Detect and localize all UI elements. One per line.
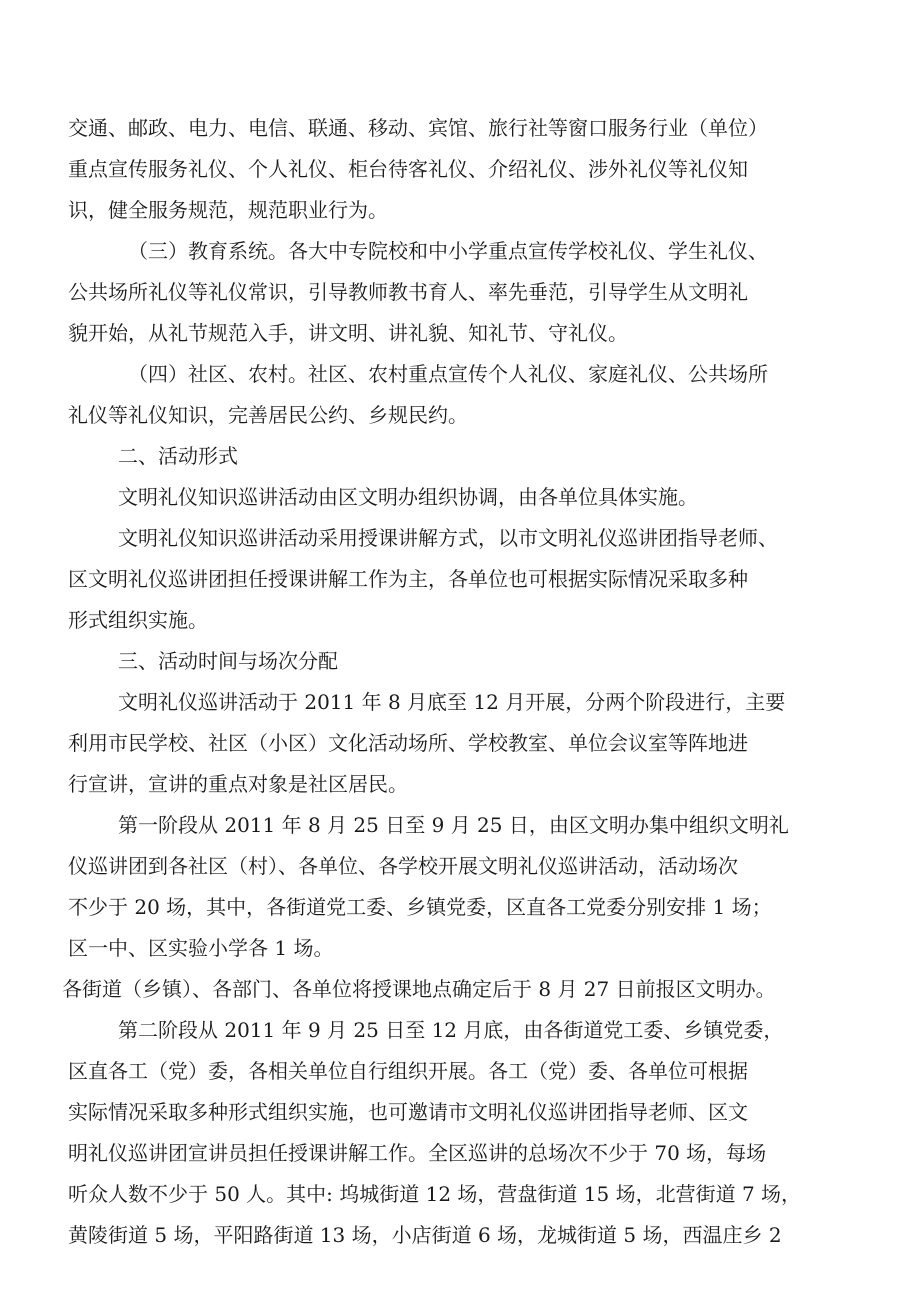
- text-line: 形式组织实施。: [68, 608, 208, 632]
- text-line: 文明礼仪巡讲活动于 2011 年 8 月底至 12 月开展，分两个阶段进行，主要: [118, 690, 786, 714]
- text-line: 明礼仪巡讲团宣讲员担任授课讲解工作。全区巡讲的总场次不少于 70 场，每场: [68, 1141, 767, 1165]
- text-line: 识，健全服务规范，规范职业行为。: [68, 198, 388, 222]
- text-line: 第一阶段从 2011 年 8 月 25 日至 9 月 25 日，由区文明办集中组织文明礼: [118, 813, 789, 837]
- text-line: 利用市民学校、社区（小区）文化活动场所、学校教室、单位会议室等阵地进: [68, 731, 748, 755]
- section-heading-education: （三）教育系统。各大中专院校和中小学重点宣传学校礼仪、学生礼仪、: [128, 239, 768, 263]
- text-line: 区一中、区实验小学各 1 场。: [68, 936, 334, 960]
- text-line: 黄陵街道 5 场，平阳路街道 13 场，小店街道 6 场，龙城街道 5 场，西温庄乡 2: [68, 1223, 782, 1247]
- text-line: 各街道（乡镇）、各部门、各单位将授课地点确定后于 8 月 27 日前报区文明办。: [62, 977, 776, 1001]
- text-line: 貌开始，从礼节规范入手，讲文明、讲礼貌、知礼节、守礼仪。: [68, 321, 628, 345]
- text-line: 公共场所礼仪等礼仪常识，引导教师教书育人、率先垂范，引导学生从文明礼: [68, 280, 748, 304]
- text-line: 区直各工（党）委，各相关单位自行组织开展。各工（党）委、各单位可根据: [68, 1059, 748, 1083]
- text-line: 行宣讲，宣讲的重点对象是社区居民。: [68, 772, 408, 796]
- text-line: 听众人数不少于 50 人。其中: 坞城街道 12 场，营盘街道 15 场，北营街道 7 场，: [68, 1182, 802, 1206]
- text-line: 礼仪等礼仪知识，完善居民公约、乡规民约。: [68, 403, 468, 427]
- section-heading-activity-form: 二、活动形式: [118, 444, 238, 468]
- text-line: 仪巡讲团到各社区（村）、各单位、各学校开展文明礼仪巡讲活动，活动场次: [68, 854, 738, 878]
- text-line: 文明礼仪知识巡讲活动由区文明办组织协调，由各单位具体实施。: [118, 485, 698, 509]
- text-line: 不少于 20 场，其中，各街道党工委、乡镇党委，区直各工党委分别安排 1 场；: [68, 895, 772, 919]
- text-line: 实际情况采取多种形式组织实施，也可邀请市文明礼仪巡讲团指导老师、区文: [68, 1100, 748, 1124]
- section-heading-community: （四）社区、农村。社区、农村重点宣传个人礼仪、家庭礼仪、公共场所: [128, 362, 768, 386]
- text-line: 第二阶段从 2011 年 9 月 25 日至 12 月底，由各街道党工委、乡镇党委，: [118, 1018, 784, 1042]
- section-heading-schedule: 三、活动时间与场次分配: [118, 649, 338, 673]
- text-line: 重点宣传服务礼仪、个人礼仪、柜台待客礼仪、介绍礼仪、涉外礼仪等礼仪知: [68, 157, 748, 181]
- text-line: 文明礼仪知识巡讲活动采用授课讲解方式，以市文明礼仪巡讲团指导老师、: [118, 526, 778, 550]
- text-line: 区文明礼仪巡讲团担任授课讲解工作为主，各单位也可根据实际情况采取多种: [68, 567, 748, 591]
- text-line: 交通、邮政、电力、电信、联通、移动、宾馆、旅行社等窗口服务行业（单位）: [68, 116, 768, 140]
